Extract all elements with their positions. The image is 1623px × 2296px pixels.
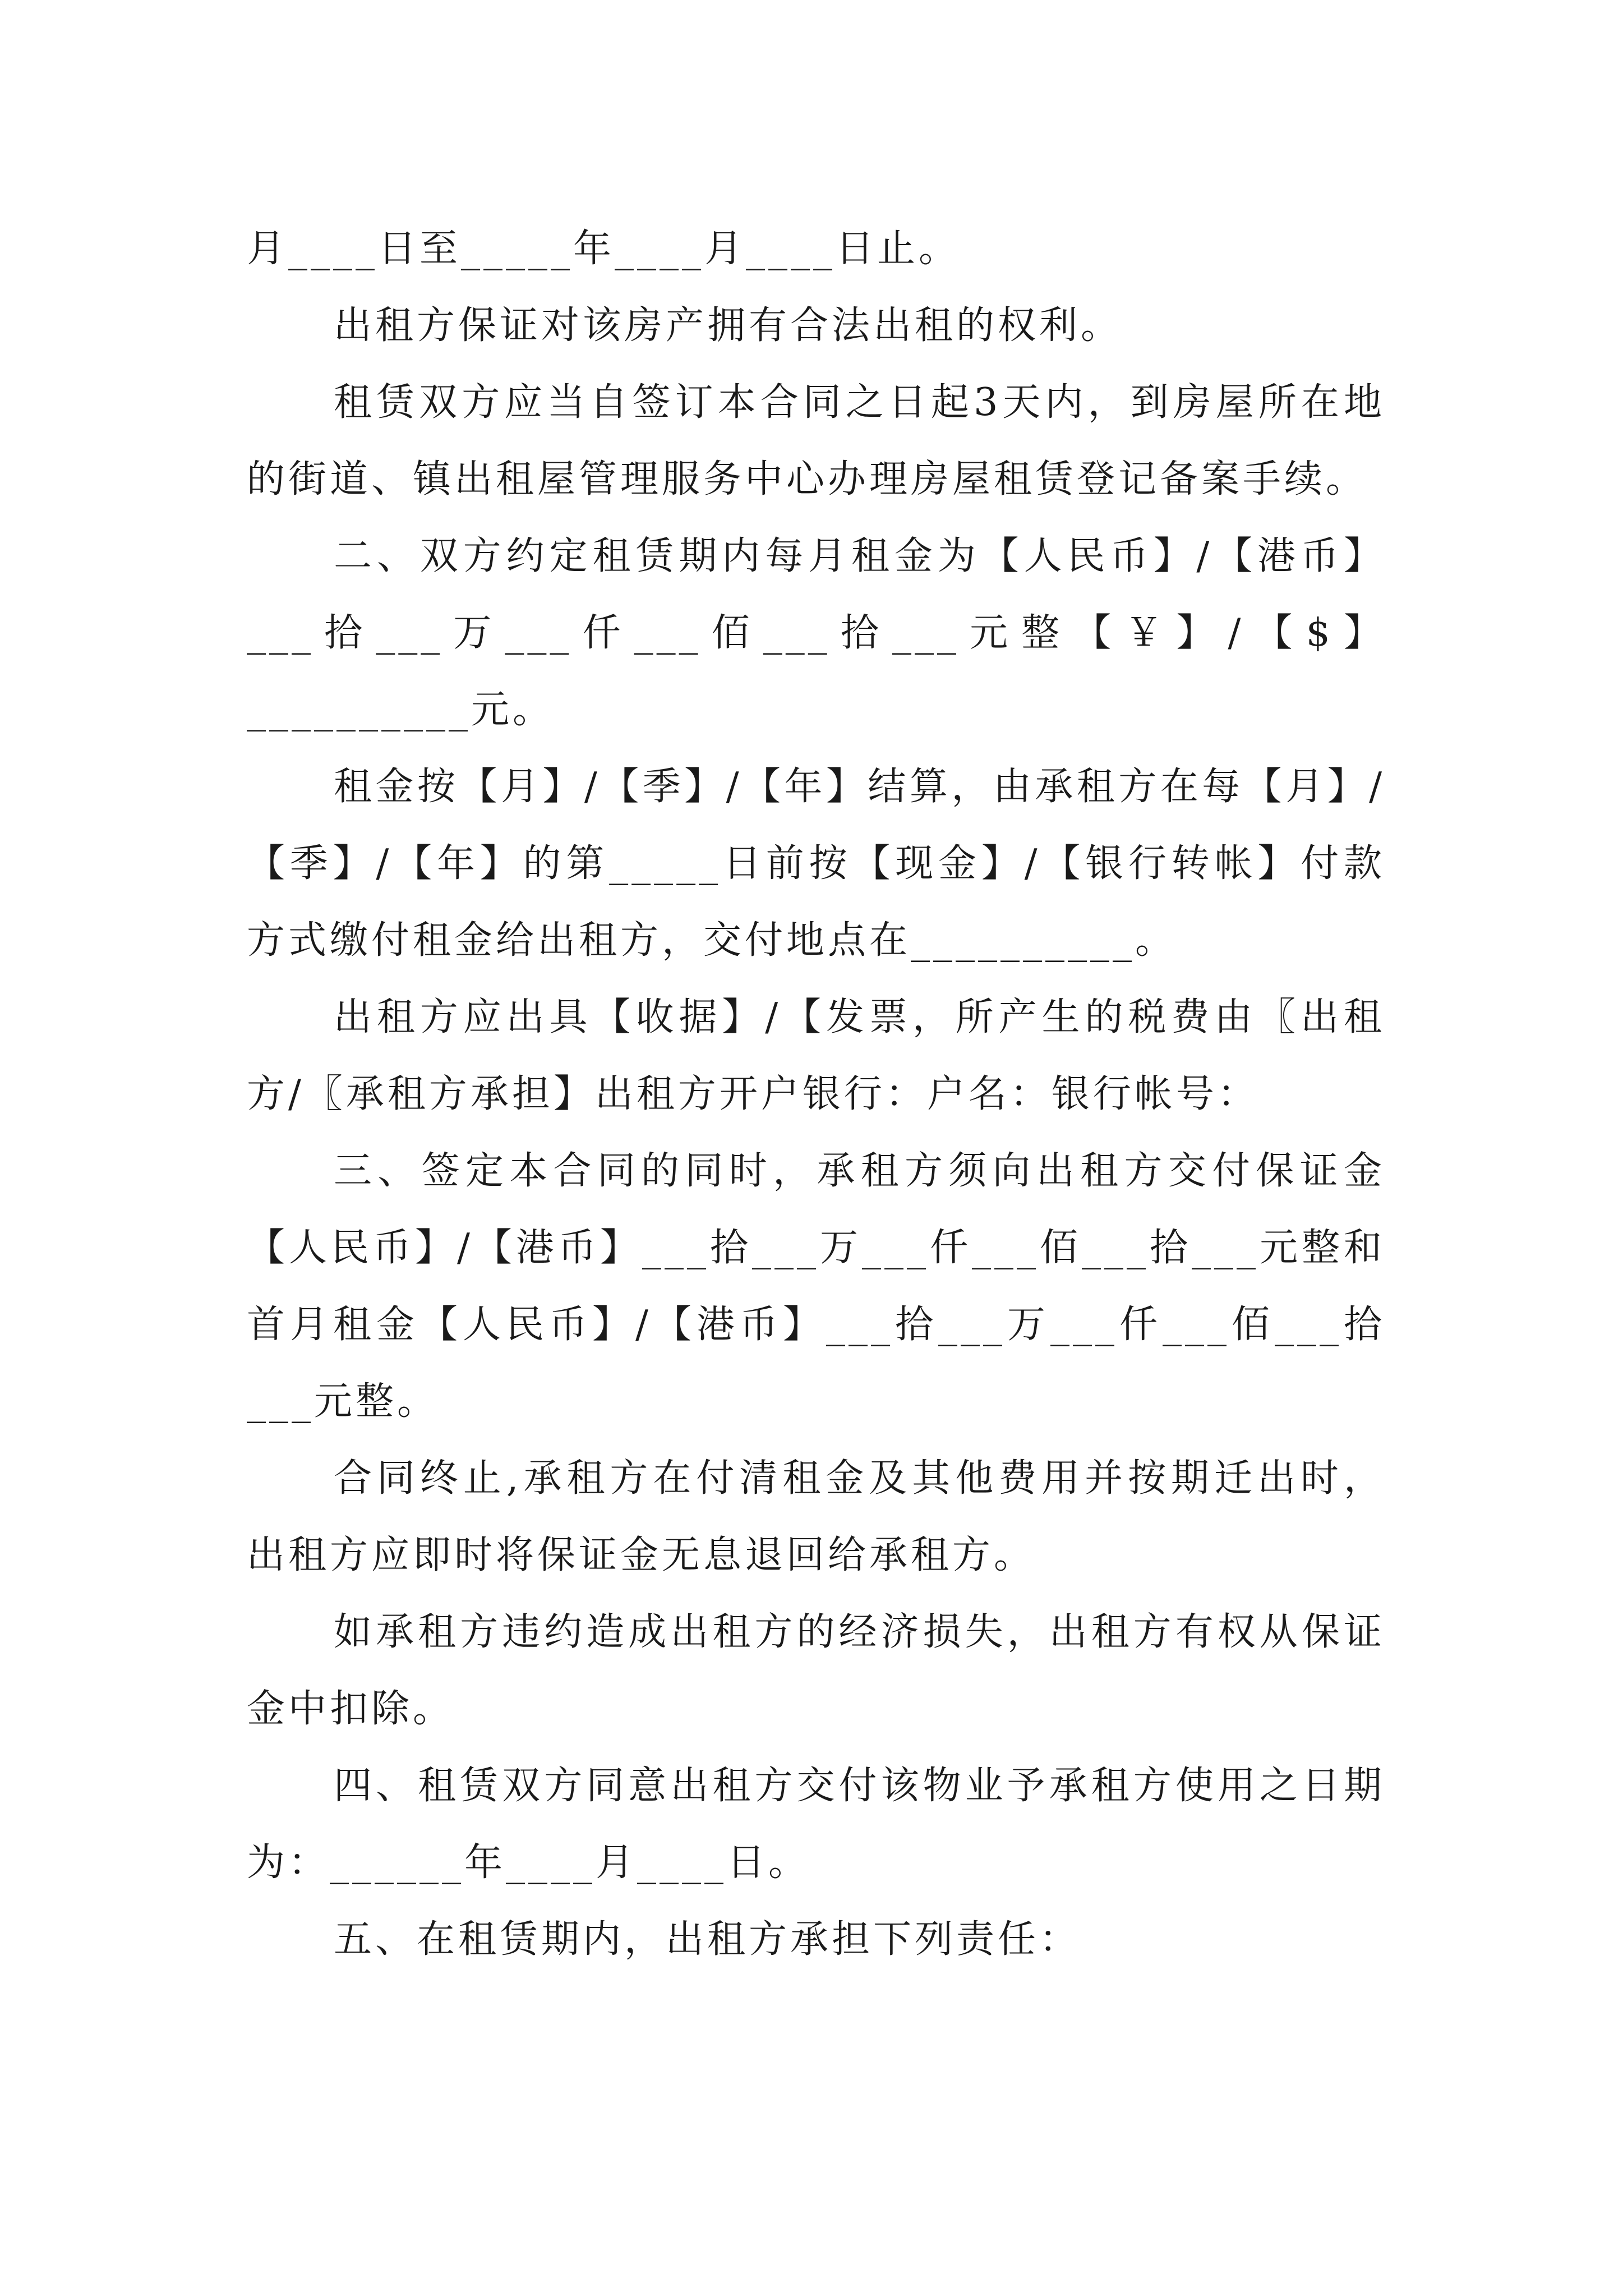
paragraph-section-4-handover-date: 四、租赁双方同意出租方交付该物业予承租方使用之日期为：______年____月____日。	[247, 1764, 1385, 1885]
paragraph-registration: 租赁双方应当自签订本合同之日起3天内，到房屋所在地的街道、镇出租屋管理服务中心办理房屋租赁登记备案手续。	[247, 380, 1385, 501]
paragraph-section-2-rent: 二、双方约定租赁期内每月租金为【人民币】/【港币】___拾___万___仟___佰___拾___元整【￥】/【$】__________元。	[247, 534, 1385, 732]
paragraph-section-5-lessor-duties: 五、在租赁期内，出租方承担下列责任：	[334, 1917, 1081, 1962]
paragraph-contract-termination: 合同终止,承租方在付清租金及其他费用并按期迁出时，出租方应即时将保证金无息退回给承租方。	[247, 1456, 1385, 1577]
paragraph-lessor-guarantee: 出租方保证对该房产拥有合法出租的权利。	[334, 303, 1123, 348]
paragraph-rent-settlement: 租金按【月】/【季】/【年】结算，由承租方在每【月】/【季】/【年】的第_____日前按【现金】/【银行转帐】付款方式缴付租金给出租方，交付地点在__________。	[247, 765, 1385, 963]
paragraph-receipt-invoice: 出租方应出具【收据】/【发票，所产生的税费由〖出租方/〖承租方承担】出租方开户银行：户名：银行帐号：	[247, 995, 1385, 1116]
paragraph-date-range-end: 月____日至_____年____月____日止。	[247, 227, 961, 271]
document-body	[247, 210, 1385, 1978]
paragraph-section-3-deposit: 三、签定本合同的同时，承租方须向出租方交付保证金【人民币】/【港币】___拾___万___仟___佰___拾___元整和首月租金【人民币】/【港币】___拾___万___仟___佰___拾___元整。	[247, 1149, 1385, 1424]
paragraph-breach-deduction: 如承租方违约造成出租方的经济损失，出租方有权从保证金中扣除。	[247, 1610, 1385, 1731]
